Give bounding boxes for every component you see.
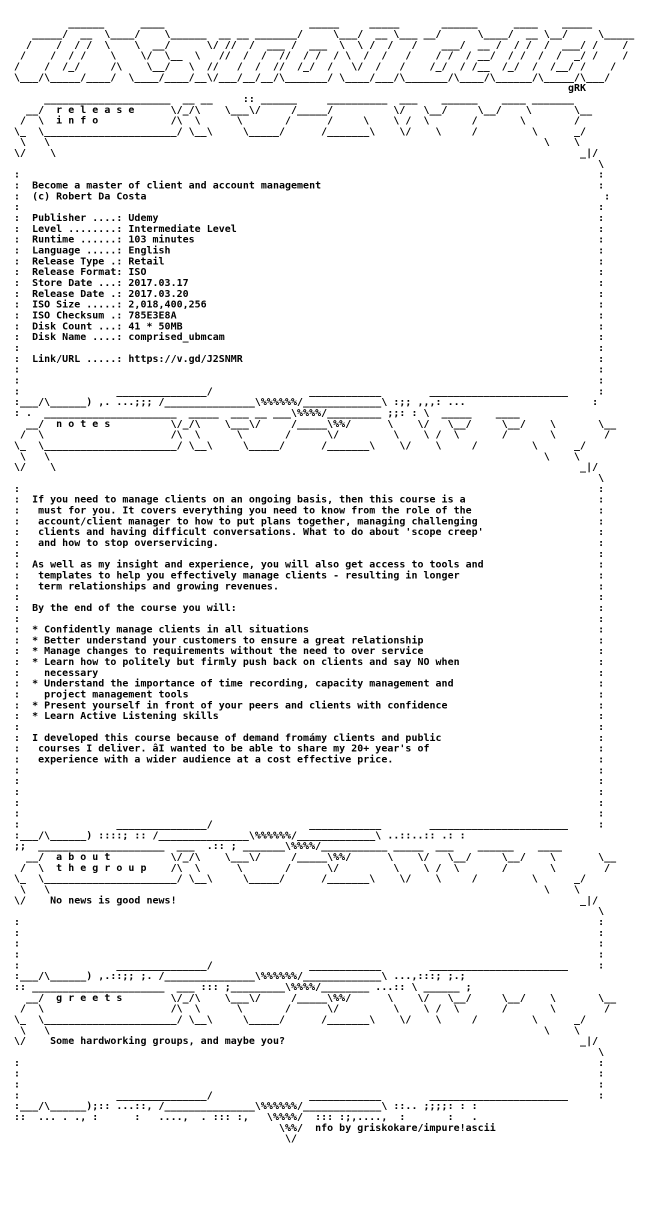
nfo-ascii-document: ______ ____ _____ _____ ______ ____ _____ _____/ __ \____/ \______ __ __ _______/ \___/ __ \___ __/ \____/ __ \__/ \_____ / / / / \ \ __/ \/ // / ___ / ___ \ \ / / / ___/ __ / / / / ___/ / / / / / / \ \/ \__ \ // / / // / / / \ / / / / / / __/ / / / / _/ / / / / /_/ /\ \__/ \ // / / // /_/ / \/ / / /_/ / /__ /_/ / /__/ / / \___/\_____/____/ \____/____/__\/___/__/__/\_______/ \____/___/\_______/\____/\______/\_____/\___/ gRK _____________________ __ __ :: ______ __________ ___ ______ ____ _______ __/ r e l e a s e \/_/\ \___\/ /_____/ \/ \__/ \__/ \ \__ / \ i n f o /\ \ \ / / \ \ / \ / \ / \_ \______________________/ \__\ \_____/ /_______\ \/ \ / \ _/ \ \ \ \ \/ \ _|/ \ : : : Become a master of client and account management : : (c) Robert Da Costa : : : : Publisher ....: Udemy : : Level ........: Intermediate Level : : Runtime ......: 103 minutes : : Language .....: English : : Release Type .: Retail : : Release Format: ISO : : Store Date ...: 2017.03.17 : : Release Date .: 2017.03.20 : : ISO Size .....: 2,018,400,256 : : ISO Checksum .: 785E3E8A : : Disk Count ...: 41 * 50MB : : Disk Name ....: comprised_ubmcam : : : : Link/URL .....: https://v.gd/J2SNMR : : : : : : _______________/ ____________ _______________________ : :___/\______) ,. ...;;; /_______________\%%%%%%/_____________\ :;; ,,,: ... : : . ______________________ _____ ___ __ ___\%%%%/_________ ;;: : \ _____ ____ __/ n o t e s \/_/\ \___\/ /_____\%%/ \ \/ \__/ \__/ \ \__ / \ /\ \ \ / \/ \ \ / \ / \ / \_ \______________________/ \__\ \_____/ /_______\ \/ \ / \ _/ \ \ \ \ \/ \ _|/ \ : : : If you need to manage clients on an ongoing basis, then this course is a : : must for you. It covers everything you need to know from the role of the : : account/client manager to how to put plans together, managing challenging : : clients and having difficult conversations. What to do about 'scope creep' : : and how to stop overservicing. : : : : As well as my insight and experience, you will also get access to tools and : : templates to help you effectively manage clients - resulting in longer : : term relationships and growing revenues. : : : : By the end of the course you will: : : : : * Confidently manage clients in all situations : : * Better understand your customers to ensure a great relationship : : * Manage changes to requirements without the need to over service : : * Learn how to politely but firmly push back on clients and say NO when : : necessary : : * Understand the importance of time recording, capacity management and : : project management tools : : * Present yourself in front of your peers and clients with confidence : : * Learn Active Listening skills : : : : I developed this course because of demand fromámy clients and public : : courses I deliver. âI wanted to be able to share my 20+ year's of : : experience with a wider audience at a cost effective price. : : : : : : : : : : : : _______________/ ____________ _______________________ : :___/\______) ::::; :: /_______________\%%%%%%/_____________\ ..::..:: .: : ;; _____________________ ___ .:: ; _______\%%%%/___________ _____ ___ ______ ____ __/ a b o u t \/_/\ \___\/ /_____\%%/ \ \/ \__/ \__/ \ \__ / \ t h e g r o u p /\ \ \ / \/ \ \ / \ / \ / \_ \______________________/ \__\ \_____/ /_______\ \/ \ / \ _/ \ \ \ \ \/ No news is good news! _|/ \ : : : : : : : : : _______________/ ____________ _______________________ : :___/\______) ,.::;; ;. /_______________\%%%%%%/_____________\ ...,:::; ;.; :: ______________________ ___ ::: ;_________\%%%%/________ ...:: \ ______ ; __/ g r e e t s \/_/\ \___\/ /_____\%%/ \ \/ \__/ \__/ \ \__ / \ /\ \ \ / \/ \ \ / \ / \ / \_ \______________________/ \__\ \_____/ /_______\ \/ \ / \ _/ \ \ \ \ \/ Some hardworking groups, and maybe you? _|/ \ : : : : : : : _______________/ ____________ _______________________ : :___/\______);:: ...::, /_______________\%%%%%%/_____________\ ::.. ;;;;: : : :: ... . ., : : ...., . ::: :, \%%%%/ ::: :;,...., : : . \%%/ nfo by griskokare/impure!ascii \/ — [14, 17, 635, 1145]
